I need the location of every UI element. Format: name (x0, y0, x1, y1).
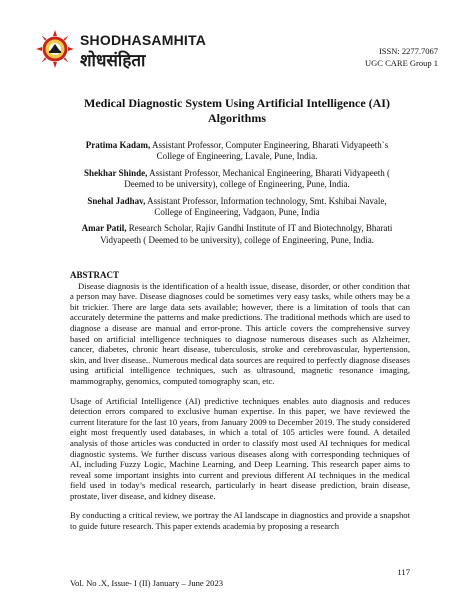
journal-header (36, 30, 446, 80)
author-affiliation: Assistant Professor, Information technology, Smt. Kshibai Navale, (145, 195, 387, 206)
issn-text: ISSN: 2277.7067 (378, 46, 438, 56)
sun-seal-icon (36, 30, 74, 68)
author-affiliation: Assistant Professor, Computer Engineering, Bharati Vidyapeeth`s (150, 140, 389, 150)
author-affiliation: Research Scholar, Rajiv Gandhi Institute of IT and Biotechnolgy, Bharati (126, 223, 393, 234)
author-name: Pratima Kadam, (85, 140, 151, 150)
author-affiliation-cont: College of Engineering, Lavale, Pune, India. (156, 151, 318, 162)
author-affiliation-cont: Vidyapeeth ( Deemed to be university), college of Engineering, Pune, India. (100, 234, 374, 245)
author-entry (40, 223, 434, 246)
brand-block (80, 32, 206, 71)
author-entry (40, 196, 434, 219)
volume-info: Vol. No .X, Issue- I (II) January – June 2023 (70, 578, 224, 588)
title-line-1: Medical Diagnostic System Using Artificial Intelligence (AI) (84, 96, 390, 110)
author-name: Snehal Jadhav, (87, 195, 146, 206)
paper-title (40, 96, 434, 126)
author-entry (40, 140, 434, 163)
title-line-2: Algorithms (208, 111, 266, 125)
author-list (40, 140, 434, 251)
author-affiliation: Assistant Professor, Mechanical Engineering, Bharati Vidyapeeth ( (147, 167, 390, 178)
abstract-paragraph: Disease diagnosis is the identification of a health issue, disease, disorder, or other condition that a person may have. Disease diagnoses could be sometimes very easy tasks, while others may be a bit trickier. There are large data sets available; however, there is a limitation of tools that can accurately determine the patterns and make predictions. The traditional methods which are used to diagnose a disease are manual and error-prone. This article covers the comprehensive survey based on artificial intelligence techniques to diagnose numerous diseases such as Alzheimer, cancer, diabetes, chronic heart disease, tuberculosis, stroke and cerebrovascular, hypertension, skin, and liver disease.. Numerous medical data sources are required to perfectly diagnose diseases using artificial intelligence techniques, such as ultrasound, magnetic resonance imaging, mammography, genomics, computed tomography scan, etc. (70, 280, 410, 386)
author-name: Amar Patil, (81, 223, 127, 234)
author-entry (40, 168, 434, 191)
abstract-heading: ABSTRACT (70, 270, 120, 280)
author-name: Shekhar Shinde, (84, 167, 148, 178)
journal-name: SHODHASAMHITA (80, 32, 207, 48)
abstract-paragraph: By conducting a critical review, we portray the AI landscape in diagnostics and provide a snapshot to guide future research. This paper extends academia by proposing a research (70, 510, 410, 532)
issn-block (365, 45, 438, 69)
abstract-paragraph: Usage of Artificial Intelligence (AI) predictive techniques enables auto diagnosis and reduces detection errors compared to exclusive human expertise. In this paper, we have reviewed the current literature for the last 10 years, from January 2009 to December 2019. The study considered eight most frequently used databases, in which a total of 105 articles were found. A detailed analysis of those articles was conducted in order to classify most used AI techniques for medical diagnostic systems. We further discuss various diseases along with corresponding techniques of AI, including Fuzzy Logic, Machine Learning, and Deep Learning. This research paper aims to reveal some important insights into current and previous different AI techniques in the medical field used in today’s medical research, particularly in heart disease prediction, brain disease, prostate, liver disease, and kidney disease. (70, 395, 410, 501)
author-affiliation-cont: Deemed to be university), college of Engineering, Pune, India. (124, 179, 350, 190)
page-number: 117 (397, 567, 410, 577)
ugc-text: UGC CARE Group 1 (365, 58, 438, 68)
journal-name-devanagari: शोधसंहिता (80, 51, 146, 71)
author-affiliation-cont: College of Engineering, Vadgaon, Pune, India (154, 207, 320, 218)
abstract-section (70, 270, 410, 541)
